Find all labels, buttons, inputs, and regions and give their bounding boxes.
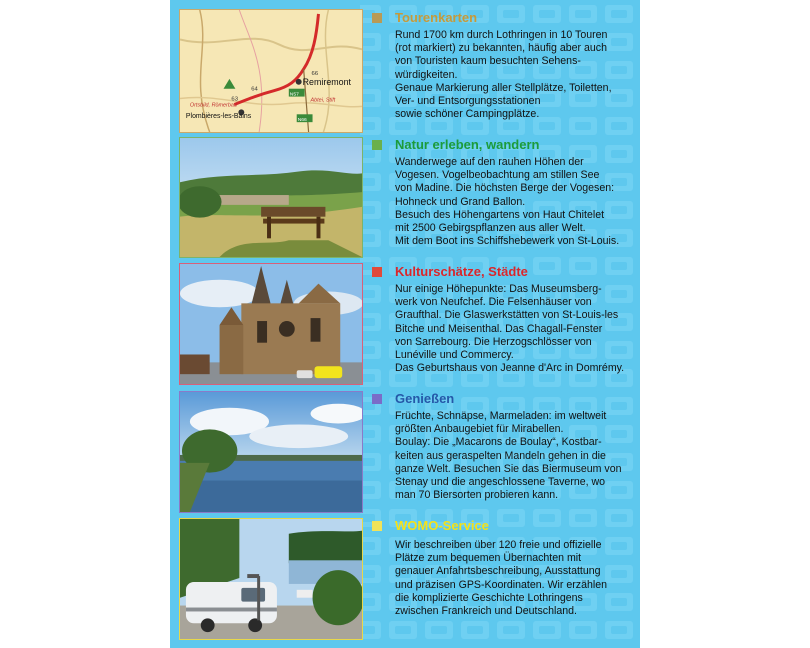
body-line: sowie schöner Campingplätze. <box>395 108 540 121</box>
road-64-label: 64 <box>251 86 258 93</box>
section-title: Kulturschätze, Städte <box>395 264 528 279</box>
body-line: Besuch des Höhengartens von Haut Chitelet <box>395 208 605 221</box>
section-body <box>395 283 634 375</box>
body-line: Rund 1700 km durch Lothringen in 10 Touren <box>395 29 608 41</box>
body-line: Graufthal. Die Glaswerkstätten von St-Louis-les <box>395 309 619 322</box>
section-heading <box>372 391 634 407</box>
section-square-icon <box>372 521 382 531</box>
body-line: Plätze zum bequemen Übernachten mit <box>395 552 582 565</box>
section-heading <box>372 264 634 280</box>
section-title: Genießen <box>395 391 455 406</box>
section-title: WOMO-Service <box>395 518 489 533</box>
body-line: (rot markiert) zu bekannten, häufig aber auch <box>395 42 607 55</box>
section-womo-service <box>372 518 634 618</box>
body-line: genauer Anfahrtsbeschreibung, Ausstattung <box>395 565 601 578</box>
body-line: werk von Neufchef. Die Felsenhäuser von <box>395 296 592 309</box>
motorhome-photo <box>179 518 363 640</box>
body-line: würdigkeiten. <box>395 68 458 81</box>
body-line: und präzisen GPS-Koordinaten. Wir erzählen <box>395 578 607 591</box>
section-kulturschaetze <box>372 264 634 375</box>
section-natur-erleben <box>372 137 634 248</box>
body-line: Boulay: Die „Macarons de Boulay“, Kostbar- <box>395 436 602 449</box>
body-line: man 70 Biersorten probieren kann. <box>395 489 559 502</box>
body-line: Mit dem Boot ins Schiffshebewerk von St-Louis. <box>395 235 620 248</box>
road-n57-label: N57 <box>289 92 299 98</box>
body-line: Hohneck und Grand Ballon. <box>395 195 526 208</box>
body-line: Das Geburtshaus von Jeanne d'Arc in Domrémy. <box>395 362 625 375</box>
body-line: keiten aus geraspelten Mandeln gehen in die <box>395 449 606 462</box>
section-heading <box>372 137 634 153</box>
section-body <box>395 156 634 248</box>
body-line: Stenay und die angeschlossene Taverne, wo <box>395 476 606 489</box>
body-line: Bitche und Meisenthal. Das Chagall-Fenster <box>395 322 603 335</box>
body-line: von Sarrebourg. Die Herzogschlösser von <box>395 335 592 348</box>
body-line: Vogesen. Vogelbeobachtung am stillen See <box>395 169 600 182</box>
section-body <box>395 539 634 618</box>
body-line: Lunéville und Commercy. <box>395 349 514 362</box>
body-line: Ver- und Entsorgungsstationen <box>395 95 541 108</box>
map-label-remiremont: Remiremont <box>302 76 352 87</box>
section-title: Natur erleben, wandern <box>395 137 540 152</box>
church-photo <box>179 263 363 385</box>
brochure-panel <box>170 0 640 648</box>
body-line: Früchte, Schnäpse, Marmeladen: im weltweit <box>395 410 607 422</box>
map-label-abbey: Abtei, Stift <box>310 97 336 104</box>
landscape-bench-photo <box>179 137 363 258</box>
section-heading <box>372 518 634 534</box>
road-66-label: 66 <box>311 70 319 77</box>
body-line: größten Anbaugebiet für Mirabellen. <box>395 423 564 436</box>
body-line: Wanderwege auf den rauhen Höhen der <box>395 156 584 168</box>
map-label-plombieres: Plombières-les-Bains <box>185 113 252 121</box>
section-tourenkarten <box>372 10 634 121</box>
body-line: die komplizierte Geschichte Lothringens <box>395 591 583 604</box>
body-line: ganze Welt. Besuchen Sie das Biermuseum von <box>395 462 622 475</box>
section-square-icon <box>372 13 382 23</box>
section-title: Tourenkarten <box>395 10 478 25</box>
map-label-ortsbild: Ortsbild, Römerbad <box>189 102 237 109</box>
lake-photo <box>179 391 363 513</box>
section-body <box>395 29 634 121</box>
body-line: Wir beschreiben über 120 freie und offizielle <box>395 539 602 551</box>
section-geniessen <box>372 391 634 502</box>
section-heading <box>372 10 634 26</box>
section-body <box>395 410 634 502</box>
body-line: zwischen Frankreich und Deutschland. <box>395 605 577 618</box>
body-line: mit 2500 Gebirgspflanzen aus aller Welt. <box>395 222 586 235</box>
body-line: von Madine. Die höchsten Berge der Vogesen: <box>395 182 615 195</box>
section-square-icon <box>372 140 382 150</box>
body-line: Genaue Markierung aller Stellplätze, Toiletten, <box>395 81 612 94</box>
body-line: Nur einige Höhepunkte: Das Museumsberg- <box>395 283 602 295</box>
road-n66-label: N66 <box>297 118 307 124</box>
section-square-icon <box>372 394 382 404</box>
section-square-icon <box>372 267 382 277</box>
tour-map-image <box>179 9 363 133</box>
body-line: von Touristen kaum besuchten Sehens- <box>395 55 581 68</box>
road-63-label: 63 <box>231 96 239 103</box>
